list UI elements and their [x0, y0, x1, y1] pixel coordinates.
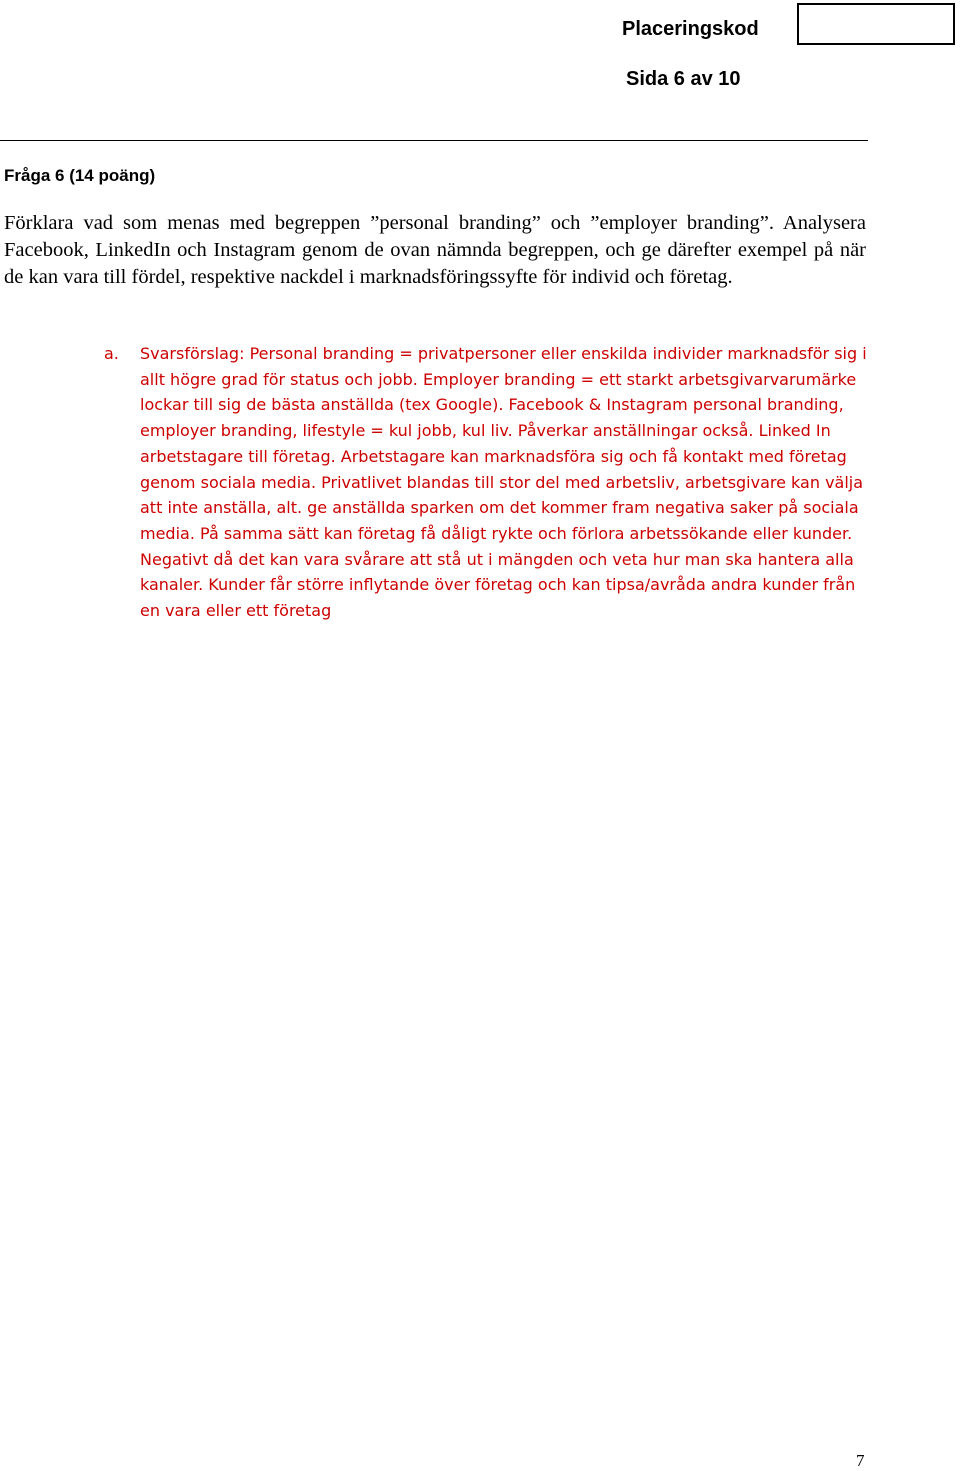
page-number: 7: [856, 1451, 865, 1470]
question-heading: Fråga 6 (14 poäng): [4, 166, 156, 185]
answer-text: Svarsförslag: Personal branding = privatpersoner eller enskilda individer marknadsför sig i allt högre grad för status och jobb. Employer branding = ett starkt arbetsgivarvarumärke lockar till sig de bästa anställda (tex Google). Facebook & Instagram personal branding, employer branding, lifestyle = kul jobb, kul liv. Påverkar anställningar också. Linked In arbetstagare till företag. Arbetstagare kan marknadsföra sig och få kontakt med företag genom sociala media. Privatlivet blandas till stor del med arbetsliv, arbetsgivare kan välja att inte anställa, alt. ge anställda sparken om det kommer fram negativa saker på sociala media. På samma sätt kan företag få dåligt rykte och förlora arbetssökande eller kunder. Negativt då det kan vara svårare att stå ut i mängden och veta hur man ska hantera alla kanaler. Kunder får större inflytande över företag och kan tipsa/avråda andra kunder från en vara eller ett företag: [140, 344, 867, 621]
header-divider: [0, 140, 868, 141]
placement-code-label: Placeringskod: [622, 18, 759, 40]
question-text: Förklara vad som menas med begreppen ”personal branding” och ”employer branding”. Analysera Facebook, LinkedIn och Instagram genom de ovan nämnda begreppen, och ge därefter exempel på när de kan vara till fördel, respektive nackdel i marknadsföringssyfte för individ och företag.: [4, 212, 866, 288]
answer-block: [104, 341, 869, 624]
answer-list-marker: a.: [104, 344, 119, 363]
page-indicator: Sida 6 av 10: [626, 68, 741, 90]
placement-code-box: [797, 3, 955, 45]
